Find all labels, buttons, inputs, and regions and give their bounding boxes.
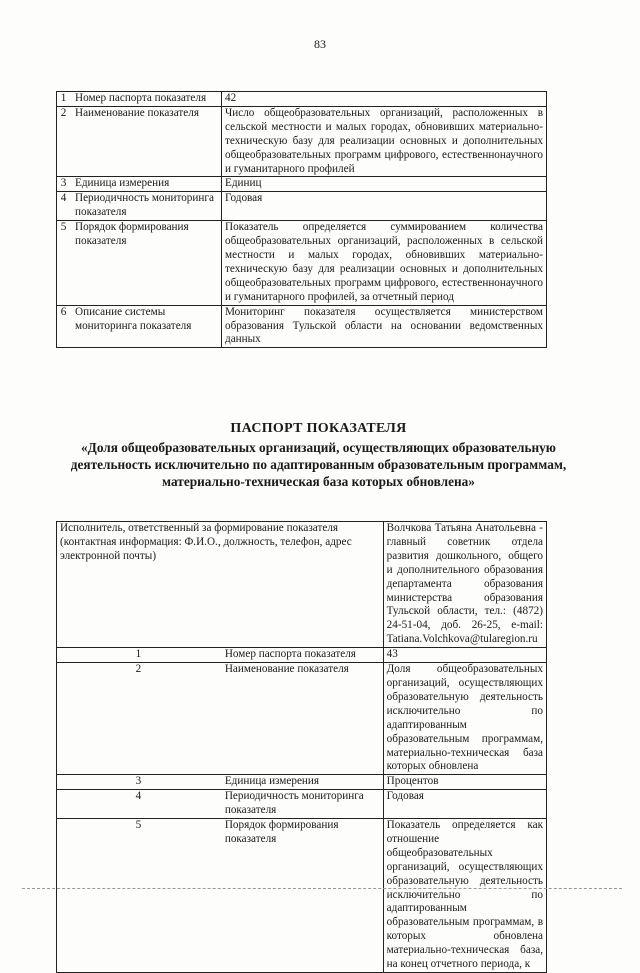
row-value: Процентов — [383, 775, 546, 790]
row-number: 1 — [57, 648, 220, 663]
row-label: Единица измерения — [70, 177, 222, 192]
row-label: Описание системы мониторинга показателя — [70, 305, 222, 348]
row-number: 3 — [57, 775, 220, 790]
row-number: 3 — [57, 177, 71, 192]
table-row — [57, 177, 547, 192]
passport-heading — [56, 420, 581, 490]
row-label: Номер паспорта показателя — [220, 648, 383, 663]
row-label: Периодичность мониторинга показателя — [70, 192, 222, 221]
executor-label: Исполнитель, ответственный за формирование показателя (контактная информация: Ф.И.О., должность, телефон, адрес электронной почты) — [57, 522, 384, 648]
table-row — [57, 221, 547, 305]
row-value: Годовая — [383, 790, 546, 819]
row-number: 5 — [57, 221, 71, 305]
row-number: 2 — [57, 106, 71, 177]
row-value: Показатель определяется как отношение общеобразовательных организаций, осуществляющих образовательную деятельность исключительно по адаптированным образовательным программам, в которых обновлена материально-техническая база, на конец отчетного периода, к — [383, 819, 546, 973]
executor-row — [57, 522, 547, 648]
row-value: 42 — [222, 92, 547, 107]
heading-title: ПАСПОРТ ПОКАЗАТЕЛЯ — [230, 421, 407, 436]
row-number: 5 — [57, 819, 220, 973]
row-label: Единица измерения — [220, 775, 383, 790]
table-row — [57, 106, 547, 177]
row-label: Периодичность мониторинга показателя — [220, 790, 383, 819]
row-value: Единиц — [222, 177, 547, 192]
table-row — [57, 648, 547, 663]
row-number: 1 — [57, 92, 71, 107]
row-number: 4 — [57, 790, 220, 819]
row-number: 4 — [57, 192, 71, 221]
passport-table-43 — [56, 521, 547, 973]
heading-subtitle: «Доля общеобразовательных организаций, осуществляющих образовательную деятельность исключительно по адаптированным образовательным программам, материально-техническая база которых обновлена» — [70, 440, 567, 489]
page-bottom-divider — [22, 888, 622, 889]
table-row — [57, 92, 547, 107]
row-number: 2 — [57, 663, 220, 775]
executor-value: Волчкова Татьяна Анатольевна - главный советник отдела развития дошкольного, общего и дополнительного образования департамента образования министерства образования Тульской области, тел.: (4872) 24-51-04, доб. 26-25, e-mail: Tatiana.Volchkova@tularegion.ru — [383, 522, 546, 648]
row-label: Порядок формирования показателя — [70, 221, 222, 305]
row-value: 43 — [383, 648, 546, 663]
table-row — [57, 819, 547, 973]
row-label: Наименование показателя — [70, 106, 222, 177]
row-value: Доля общеобразовательных организаций, осуществляющих образовательную деятельность исключительно по адаптированным образовательным программам, материально-техническая база которых обновлена — [383, 663, 546, 775]
row-label: Наименование показателя — [220, 663, 383, 775]
passport-table-body — [57, 92, 547, 348]
row-label: Номер паспорта показателя — [70, 92, 222, 107]
table-row — [57, 775, 547, 790]
row-value: Показатель определяется суммированием количества общеобразовательных организаций, расположенных в сельской местности и малых городах, обновивших материально-техническую базу для реализации основных и дополнительных общеобразовательных программ цифрового, естественнонаучного и гуманитарного профилей, за отчетный период — [222, 221, 547, 305]
row-number: 6 — [57, 305, 71, 348]
row-value: Число общеобразовательных организаций, расположенных в сельской местности и малых городах, обновивших материально-техническую базу для реализации основных и дополнительных общеобразовательных программ цифрового, естественнонаучного и гуманитарного профилей — [222, 106, 547, 177]
table-row — [57, 305, 547, 348]
table-row — [57, 663, 547, 775]
table-row — [57, 192, 547, 221]
row-value: Годовая — [222, 192, 547, 221]
page-number: 83 — [314, 37, 326, 51]
passport-table-42 — [56, 91, 547, 348]
row-value: Мониторинг показателя осуществляется министерством образования Тульской области на основании ведомственных данных — [222, 305, 547, 348]
table-row — [57, 790, 547, 819]
row-label: Порядок формирования показателя — [220, 819, 383, 973]
